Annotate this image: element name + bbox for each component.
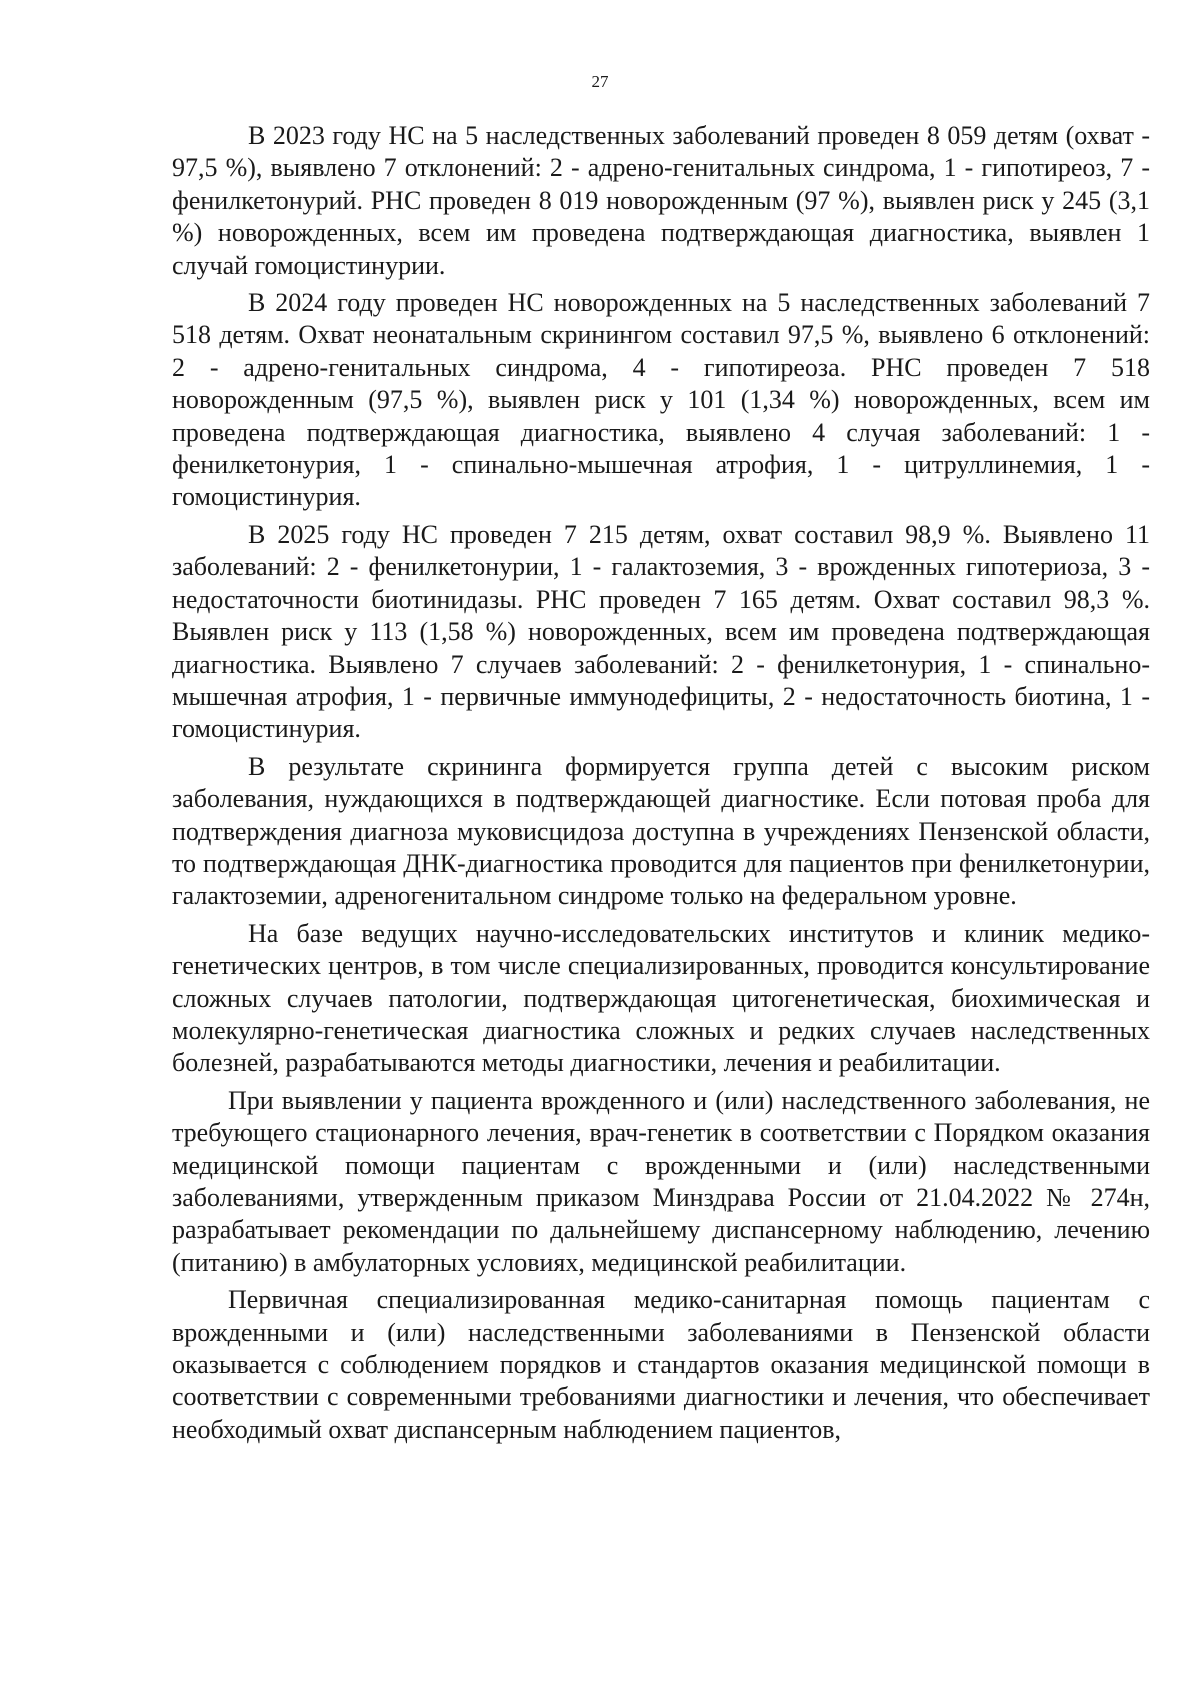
paragraph-primary-care: Первичная специализированная медико-санитарная помощь пациентам с врожденными и (или) наследственными заболеваниями в Пензенской области оказывается с соблюдением порядков и стандартов оказания медицинской помощи в соответствии с современными требованиями диагностики и лечения, что обеспечивает необходимый охват диспансерным наблюдением пациентов, <box>172 1285 1150 1444</box>
paragraph-2024-screening: В 2024 году проведен НС новорожденных на 5 наследственных заболеваний 7 518 детям. Охват неонатальным скринингом составил 97,5 %, выявлено 6 отклонений: 2 - адрено-генитальных синдрома, 4 - гипотиреоза. РНС проведен 7 518 новорожденным (97,5 %), выявлен риск у 101 (1,34 %) новорожденных, всем им проведена подтверждающая диагностика, выявлено 4 случая заболеваний: 1 - фенилкетонурия, 1 - спинально-мышечная атрофия, 1 - цитруллинемия, 1 - гомоцистинурия. <box>172 288 1150 512</box>
document-body <box>172 120 1150 1446</box>
paragraph-geneticist-recommendations: При выявлении у пациента врожденного и (или) наследственного заболевания, не требующего стационарного лечения, врач-генетик в соответствии с Порядком оказания медицинской помощи пациентам с врожденными и (или) наследственными заболеваниями, утвержденным приказом Минздрава России от 21.04.2022 № 274н, разрабатывает рекомендации по дальнейшему диспансерному наблюдению, лечению (питанию) в амбулаторных условиях, медицинской реабилитации. <box>172 1085 1150 1277</box>
paragraph-2025-screening: В 2025 году НС проведен 7 215 детям, охват составил 98,9 %. Выявлено 11 заболеваний: 2 - фенилкетонурии, 1 - галактоземия, 3 - врожденных гипотериоза, 3 - недостаточности биотинидазы. РНС проведен 7 165 детям. Охват составил 98,3 %. Выявлен риск у 113 (1,58 %) новорожденных, всем им проведена подтверждающая диагностика. Выявлено 7 случаев заболеваний: 2 - фенилкетонурия, 1 - спинально-мышечная атрофия, 1 - первичные иммунодефициты, 2 - недостаточность биотина, 1 - гомоцистинурия. <box>172 519 1150 744</box>
page-number: 27 <box>591 72 609 91</box>
paragraph-screening-results: В результате скрининга формируется группа детей с высоким риском заболевания, нуждающихся в подтверждающей диагностике. Если потовая проба для подтверждения диагноза муковисцидоза доступна в учреждениях Пензенской области, то подтверждающая ДНК-диагностика проводится для пациентов при фенилкетонурии, галактоземии, адреногенитальном синдроме только на федеральном уровне. <box>172 751 1150 911</box>
paragraph-2023-screening: В 2023 году НС на 5 наследственных заболеваний проведен 8 059 детям (охват - 97,5 %), выявлено 7 отклонений: 2 - адрено-генитальных синдрома, 1 - гипотиреоз, 7 - фенилкетонурий. РНС проведен 8 019 новорожденным (97 %), выявлен риск у 245 (3,1 %) новорожденных, всем им проведена подтверждающая диагностика, выявлен 1 случай гомоцистинурии. <box>172 121 1150 280</box>
paragraph-research-institutes: На базе ведущих научно-исследовательских институтов и клиник медико-генетических центров, в том числе специализированных, проводится консультирование сложных случаев патологии, подтверждающая цитогенетическая, биохимическая и молекулярно-генетическая диагностика сложных и редких случаев наследственных болезней, разрабатываются методы диагностики, лечения и реабилитации. <box>172 918 1150 1078</box>
